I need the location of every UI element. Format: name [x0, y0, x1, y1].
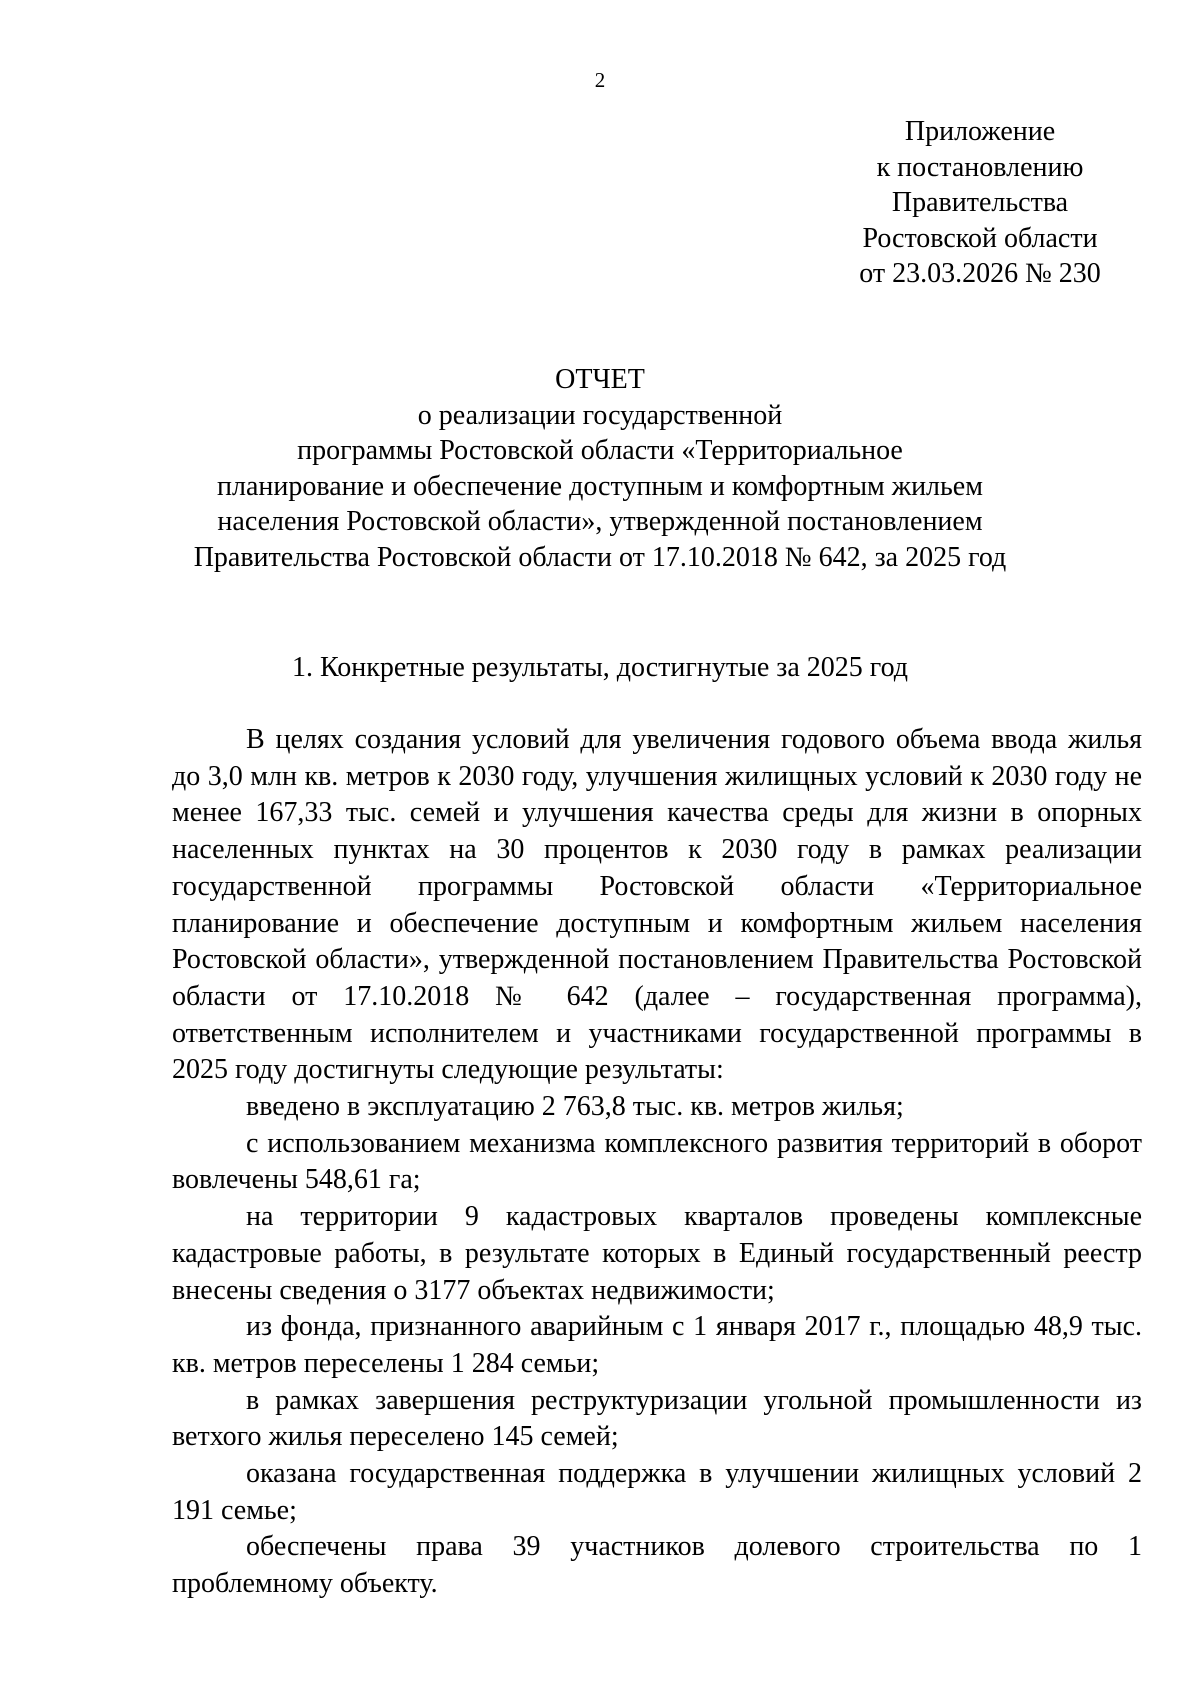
page-number: 2 — [594, 68, 606, 92]
appendix-line: Приложение — [904, 116, 1056, 147]
report-subtitle-line: Правительства Ростовской области от 17.10.2018 № 642, за 2025 год — [193, 541, 1007, 573]
appendix-line: Ростовской области — [862, 222, 1098, 254]
appendix-block — [830, 114, 1130, 292]
paragraph: обеспечены права 39 участников долевого строительства по 1 проблемному объекту. — [172, 1531, 1142, 1600]
paragraph: с использованием механизма комплексного развития территорий в оборот вовлечены 548,61 га; — [172, 1127, 1142, 1196]
paragraph: введено в эксплуатацию 2 763,8 тыс. кв. метров жилья; — [246, 1091, 904, 1123]
report-subtitle-line: населения Ростовской области», утвержденной постановлением — [217, 506, 983, 538]
paragraph: на территории 9 кадастровых кварталов проведены комплексные кадастровые работы, в результате которых в Единый государственный реестр внесены сведения о 3177 объектах недвижимости; — [172, 1201, 1142, 1306]
paragraph: из фонда, признанного аварийным с 1 января 2017 г., площадью 48,9 тыс. кв. метров переселены 1 284 семьи; — [172, 1311, 1142, 1379]
body-text — [172, 722, 1142, 1603]
appendix-line: к постановлению — [876, 151, 1084, 183]
report-subtitle-line: программы Ростовской области «Территориальное — [297, 435, 903, 467]
appendix-line: от 23.03.2026 № 230 — [859, 258, 1101, 289]
paragraph: В целях создания условий для увеличения годового объема ввода жилья до 3,0 млн кв. метров к 2030 году, улучшения жилищных условий к 2030 году не менее 167,33 тыс. семей и улучшения качества среды для жизни в опорных населенных пунктах на 30 процентов к 2030 году в рамках реализации государственной программы Ростовской области «Территориальное планирование и обеспечение доступным и комфортным жильем населения Ростовской области», утвержденной постановлением Правительства Ростовской области от 17.10.2018 № 642 (далее – государственная программа), ответственным исполнителем и участниками государственной программы в 2025 году достигнуты следующие результаты: — [172, 724, 1142, 1086]
section-heading: 1. Конкретные результаты, достигнутые за 2025 год — [291, 652, 909, 683]
paragraph: в рамках завершения реструктуризации угольной промышленности из ветхого жилья переселено 145 семей; — [172, 1384, 1142, 1453]
appendix-line: Правительства — [891, 187, 1069, 218]
report-title: ОТЧЕТ — [555, 364, 645, 395]
report-subtitle-line: планирование и обеспечение доступным и комфортным жильем — [217, 470, 983, 502]
report-header — [0, 362, 1200, 576]
report-subtitle-line: о реализации государственной — [417, 399, 783, 431]
paragraph: оказана государственная поддержка в улучшении жилищных условий 2 191 семье; — [172, 1458, 1142, 1526]
